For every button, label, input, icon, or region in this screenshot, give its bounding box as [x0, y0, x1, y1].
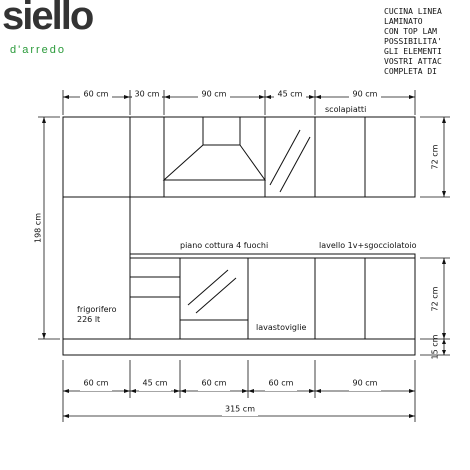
lower-drawer-unit: [130, 258, 180, 339]
upper-cabinet-60: [63, 117, 130, 197]
plinth: [63, 339, 415, 355]
dim-bottom-2: 45 cm: [142, 378, 168, 388]
dim-top-2: 30 cm: [134, 89, 160, 99]
dim-top-5: 90 cm: [352, 89, 378, 99]
note-line: VOSTRI ATTAC: [384, 57, 442, 66]
note-line: COMPLETA DI: [384, 67, 437, 76]
dim-upper-height: 72 cm: [430, 144, 440, 170]
dim-bottom-3: 60 cm: [201, 378, 227, 388]
worktop: [130, 254, 415, 258]
lower-oven-cabinet: [180, 258, 248, 339]
extractor-hood: [164, 117, 265, 180]
note-line: LAMINATO: [384, 17, 423, 26]
dim-total-width: 315 cm: [224, 404, 256, 414]
upper-hood-frame: [164, 117, 265, 197]
note-line: GLI ELEMENTI: [384, 47, 442, 56]
label-dishwasher: lavastoviglie: [256, 323, 307, 332]
dim-height-left: 198 cm: [33, 212, 43, 244]
note-line: POSSIBILITA': [384, 37, 442, 46]
upper-cabinet-30: [130, 117, 164, 197]
dim-top-3: 90 cm: [201, 89, 227, 99]
upper-glass-cabinet: [265, 117, 315, 197]
dim-bottom-1: 60 cm: [83, 378, 109, 388]
dim-top-4: 45 cm: [277, 89, 303, 99]
dim-plinth: 15 cm: [430, 334, 440, 360]
label-fridge-capacity: 226 lt: [77, 315, 101, 324]
label-dish-rack: scolapiatti: [325, 105, 367, 114]
note-line: CON TOP LAM: [384, 27, 437, 36]
note-line: CUCINA LINEA: [384, 7, 442, 16]
dim-lower-height: 72 cm: [430, 286, 440, 312]
dim-bottom-4: 60 cm: [268, 378, 294, 388]
dim-bottom-5: 90 cm: [352, 378, 378, 388]
label-fridge: frigorifero: [77, 305, 117, 314]
dim-top-1: 60 cm: [83, 89, 109, 99]
label-sink: lavello 1v+sgocciolatoio: [319, 241, 417, 250]
label-hob: piano cottura 4 fuochi: [180, 241, 269, 250]
brand-wordmark: siello: [2, 0, 93, 38]
brand-subtitle: d'arredo: [10, 44, 67, 56]
